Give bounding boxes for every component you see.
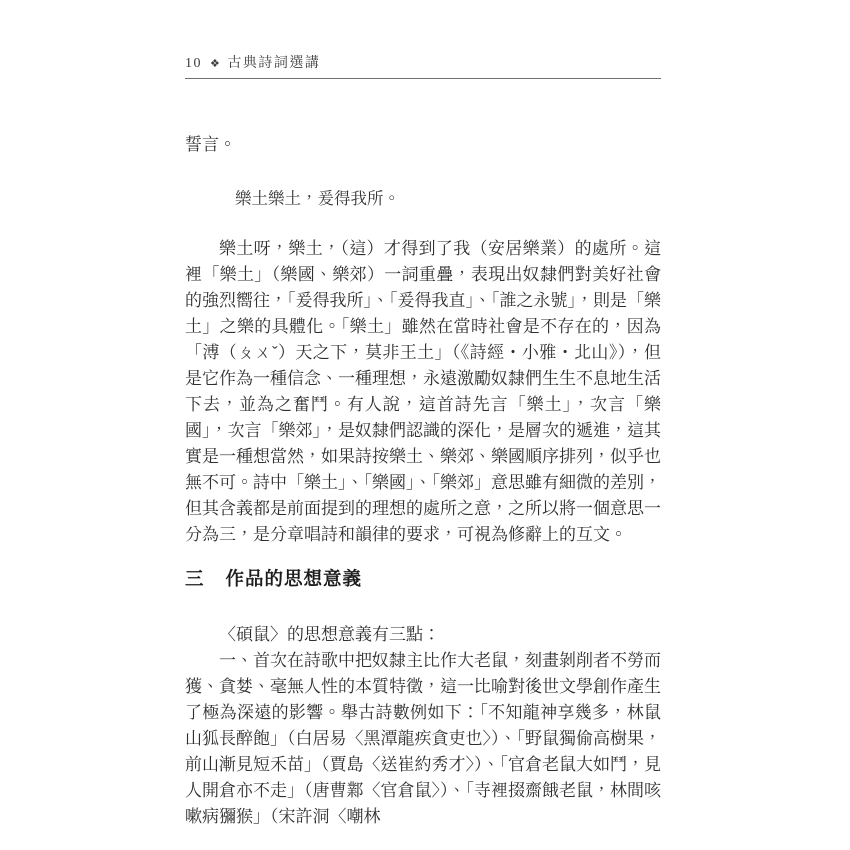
text-segment: 大如鬥，見人開倉亦不走」（唐曹鄴〈官倉鼠〉）、「寺裡掇齋餓: [185, 755, 661, 800]
section-heading: [185, 567, 661, 591]
emphasized-word: 老鼠: [559, 781, 593, 800]
emphasized-word: 老鼠: [542, 755, 576, 774]
text-segment: 一、首次在詩歌中把奴隸主比作大老鼠，刻畫剝削者不勞而獲、貪婪、毫無人性的本質特徵，這一比喻對後世文學創作產生了極為深遠的影響。舉古詩數例如下：「不知龍神享幾多，: [185, 651, 661, 722]
page-number: 10: [185, 56, 202, 71]
emphasized-word: 林鼠: [626, 703, 662, 722]
text-segment: ，林間咳嗽病獼猴」（宋許洞〈嘲林: [185, 781, 661, 826]
section-number: 三: [185, 568, 205, 589]
verse-quote: 樂土樂土，爰得我所。: [235, 189, 400, 208]
text-column: [185, 0, 661, 830]
carryover-line: 誓言。: [185, 135, 236, 154]
text-segment: 山狐長醉飽」（白居易〈黑潭龍疾貪吏也〉）、「: [185, 729, 525, 748]
emphasized-word: 野鼠: [525, 729, 559, 748]
running-header: [185, 55, 661, 79]
lead-line: 〈碩鼠〉的思想意義有三點：: [219, 625, 440, 644]
text-segment: 獨偷高樹果，前山漸見短禾苗」（賈島〈送崔約秀才〉）、「官倉: [185, 729, 661, 774]
commentary-paragraph: 樂土呀，樂土，（這）才得到了我（安居樂業）的處所。這裡「樂土」（樂國、樂郊）一詞重疊，表現出奴隸們對美好社會的強烈嚮往，「爰得我所」、「爰得我直」、「誰之永號」，則是「樂土」之樂的具體化。「樂土」雖然在當時社會是不存在的，因為「溥（ㄆㄨˇ）天之下，莫非王土」（《詩經・小雅・北山》），但是它作為一種信念、一種理想，永遠激勵奴隸們生生不息地生活下去，並為之奮鬥。有人說，這首詩先言「樂土」，次言「樂國」，次言「樂郊」，是奴隸們認識的深化，是層次的遞進，這其實是一種想當然，如果詩按樂土、樂郊、樂國順序排列，似乎也無不可。詩中「樂土」、「樂國」、「樂郊」意思雖有細微的差別，但其含義都是前面提到的理想的處所之意，之所以將一個意思一分為三，是分章唱詩和韻律的要求，可視為修辭上的互文。: [185, 239, 661, 544]
book-title: 古典詩詞選講: [227, 56, 321, 71]
diamond-ornament-icon: ❖: [210, 58, 222, 70]
point-paragraph: [185, 648, 661, 830]
section-title: 作品的思想意義: [225, 568, 363, 589]
